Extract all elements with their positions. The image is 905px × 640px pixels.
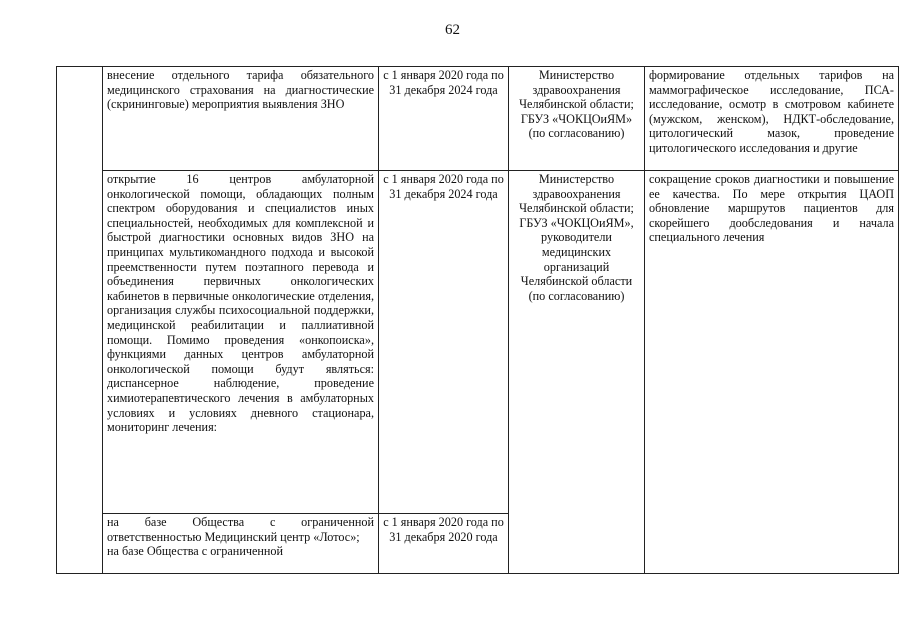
period-cell: с 1 января 2020 года по 31 декабря 2024 года	[379, 67, 509, 171]
responsible-cell: Министерство здравоохранения Челябинской области; ГБУЗ «ЧОКЦОиЯМ» (по согласованию)	[509, 67, 645, 171]
result-text: сокращение сроков диагностики и повышение ее качества. По мере открытия ЦАОП обновление маршрутов пациентов для скорейшего дообследования и начала специального лечения	[649, 172, 894, 245]
activity-text: внесение отдельного тарифа обязательного медицинского страхования на диагностические (скрининговые) мероприятия выявления ЗНО	[107, 68, 374, 112]
activity-text: открытие 16 центров амбулаторной онкологической помощи, обладающих полным спектром оборудования и специалистов иных специальностей, необходимых для комплексной и быстрой диагностики основных видов ЗНО на принципах мультикомандного подхода и высокой преемственности путем поэтапного перевода и объединения первичных онкологических кабинетов в первичные онкологические отделения, организация службы психосоциальной поддержки, медицинской реабилитации и паллиативной помощи. Помимо проведения «онкопоиска», функциями данных центров амбулаторной онкологической помощи будут являться: диспансерное наблюдение, проведение химиотерапевтического лечения в амбулаторных условиях и условиях дневного стационара, мониторинг лечения:	[107, 172, 374, 435]
activity-text: на базе Общества с ограниченной ответственностью Медицинский центр «Лотос»;	[107, 515, 374, 544]
period-cell: с 1 января 2020 года по 31 декабря 2020 года	[379, 514, 509, 574]
number-cell	[57, 67, 103, 574]
period-cell: с 1 января 2020 года по 31 декабря 2024 года	[379, 171, 509, 514]
activity-cell	[103, 514, 379, 574]
result-cell	[645, 67, 899, 171]
activity-cell	[103, 171, 379, 514]
responsible-cell: Министерство здравоохранения Челябинской области; ГБУЗ «ЧОКЦОиЯМ», руководители медицинских организаций Челябинской области (по согласованию)	[509, 171, 645, 574]
activities-table	[56, 66, 899, 574]
result-text: формирование отдельных тарифов на маммографическое исследование, ПСА-исследование, осмотр в смотровом кабинете (мужском, женском), НДКТ-обследование, цитологический мазок, проведение цитологического исследования и другие	[649, 68, 894, 155]
page-number: 62	[445, 22, 460, 38]
table-row	[57, 171, 899, 514]
activity-cell	[103, 67, 379, 171]
activity-text-continued: на базе Общества с ограниченной	[107, 544, 284, 559]
result-cell	[645, 171, 899, 574]
table-row	[57, 67, 899, 171]
